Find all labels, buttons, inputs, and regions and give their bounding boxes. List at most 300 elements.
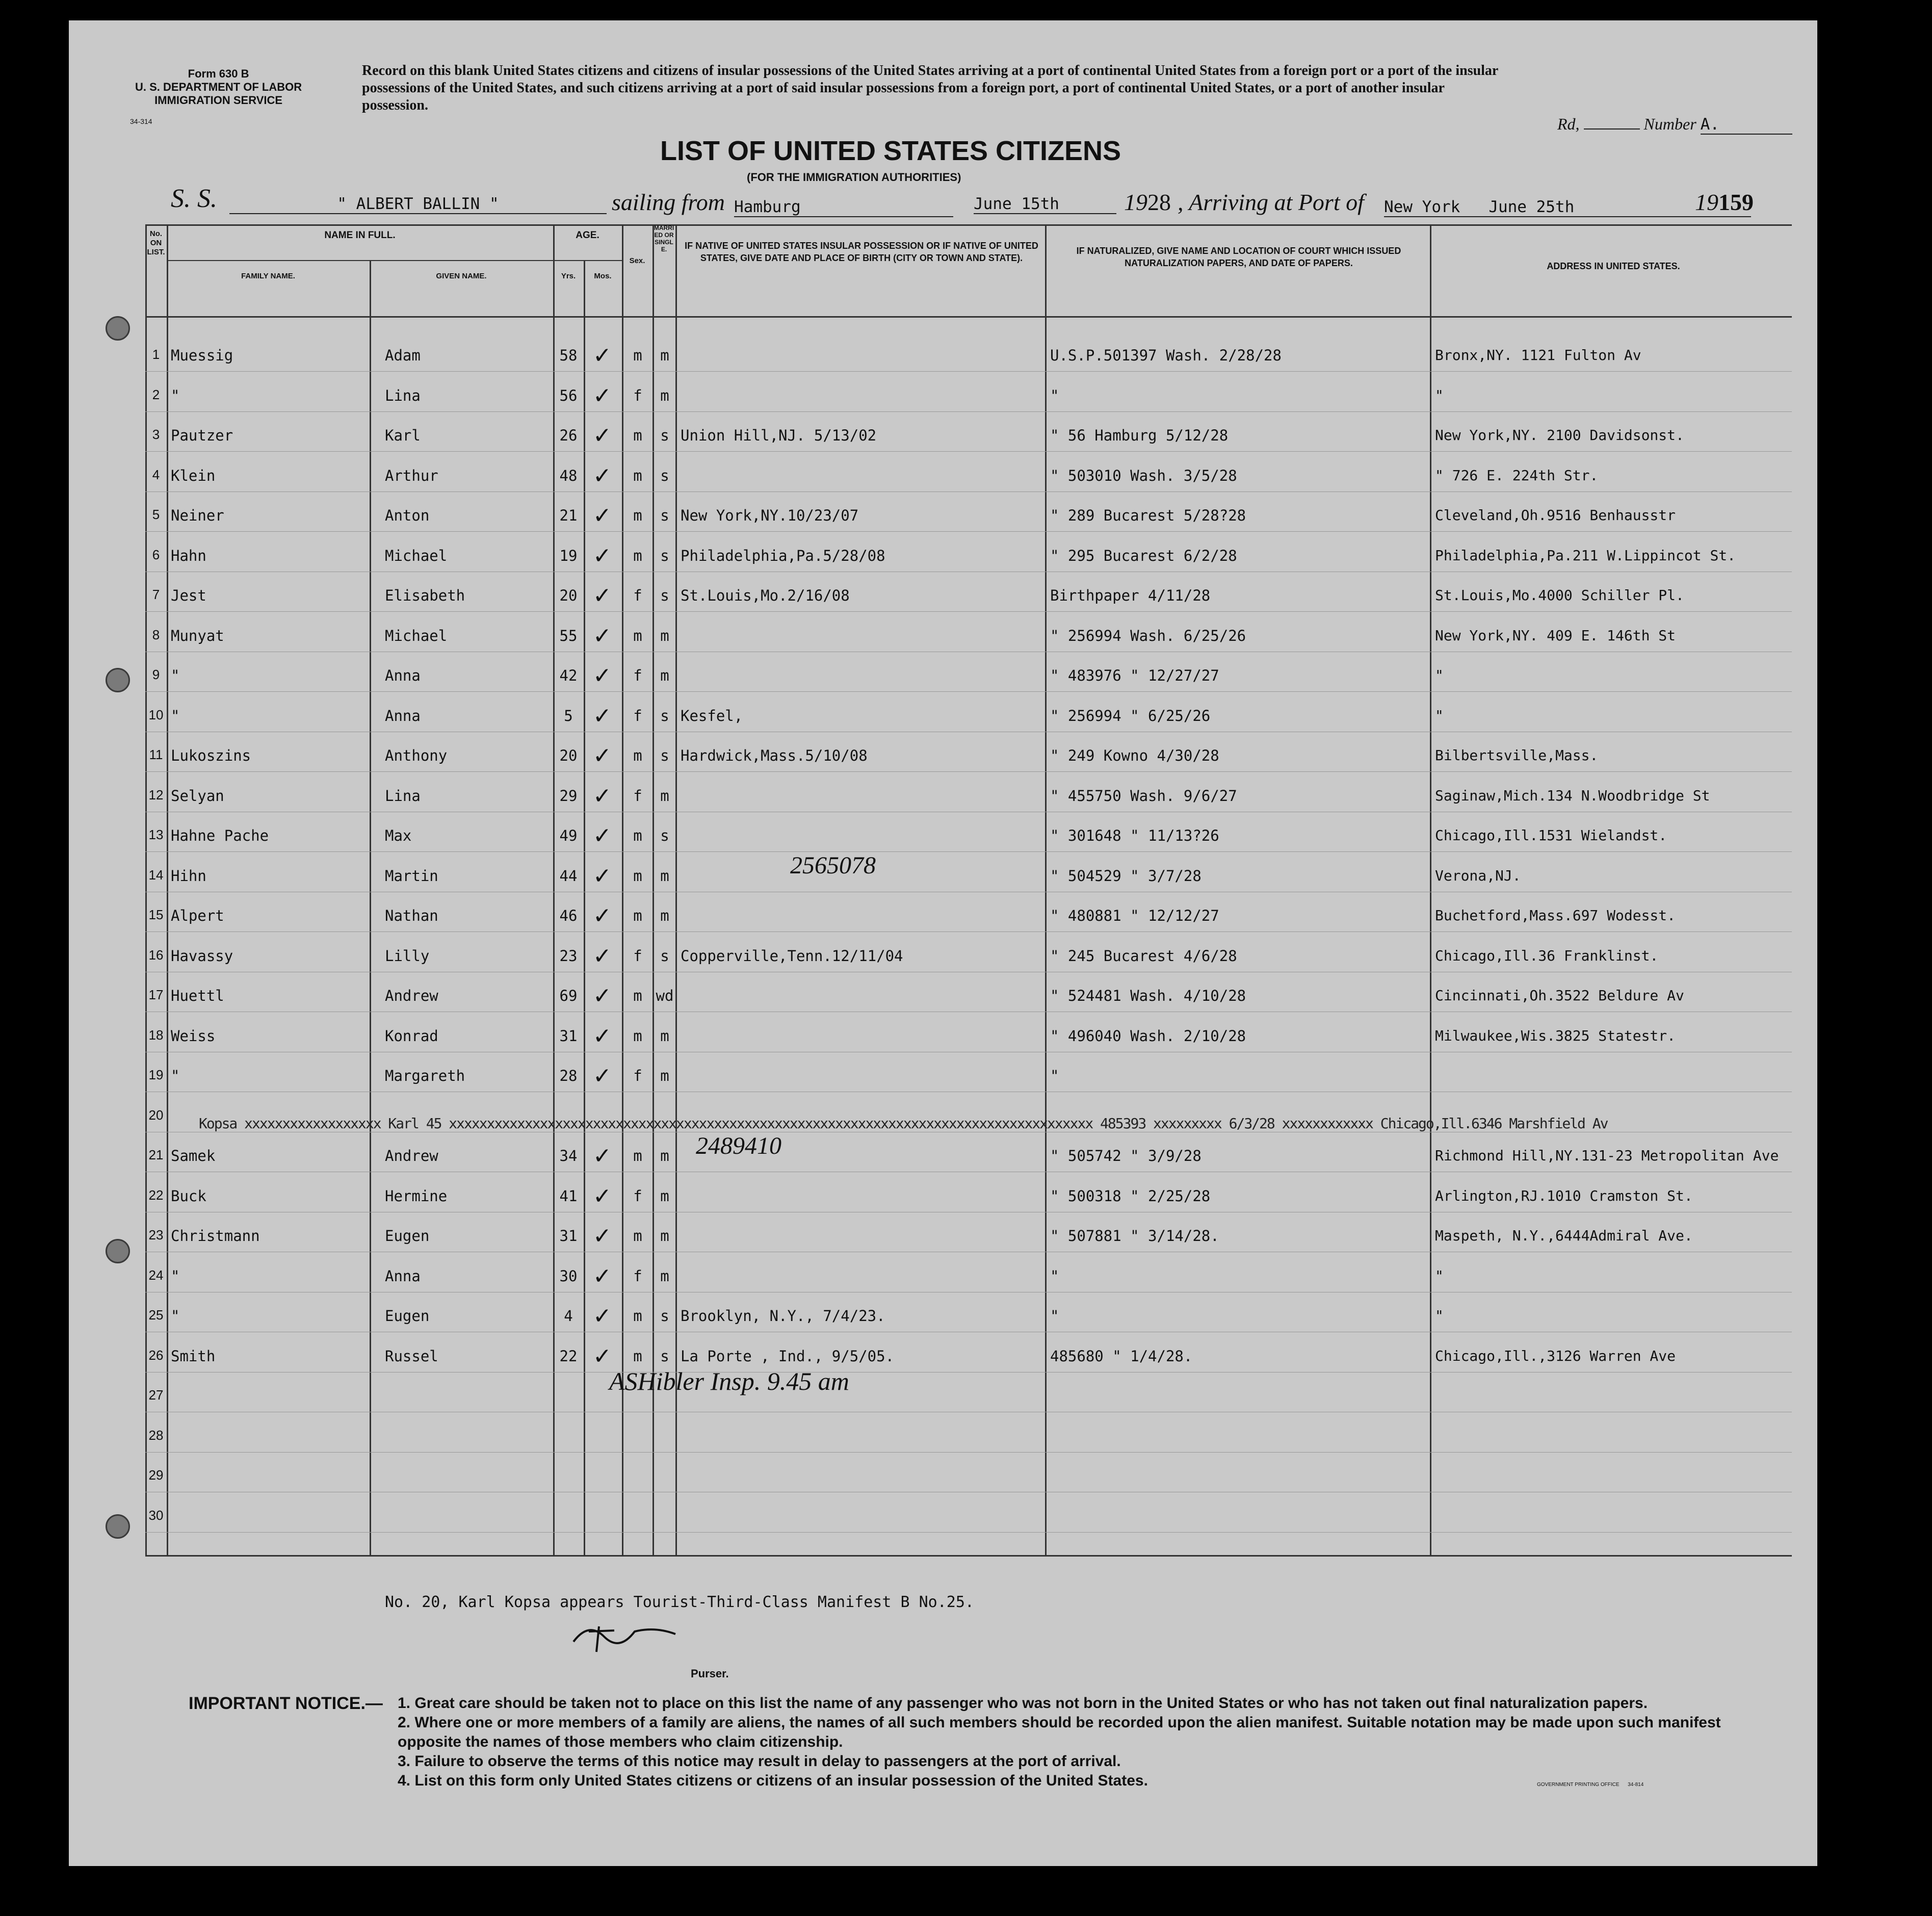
age-years: 55 xyxy=(559,627,578,644)
us-address: Saginaw,Mich.134 N.Woodbridge St xyxy=(1435,787,1710,804)
given-name: Arthur xyxy=(385,467,438,484)
us-address: New York,NY. 2100 Davidsonst. xyxy=(1435,427,1684,444)
sex: m xyxy=(633,1147,642,1164)
row-rule xyxy=(145,691,1792,692)
sex: f xyxy=(633,707,642,724)
us-address: St.Louis,Mo.4000 Schiller Pl. xyxy=(1435,587,1684,604)
col-divider xyxy=(1045,224,1047,1555)
age-years: 20 xyxy=(559,587,578,604)
punch-hole xyxy=(106,1514,130,1539)
family-name: Selyan xyxy=(171,787,224,805)
given-name: Elisabeth xyxy=(385,587,465,604)
given-name: Andrew xyxy=(385,1147,438,1164)
form-code: 34-314 xyxy=(130,117,152,125)
row-number: 1 xyxy=(152,347,160,362)
naturalization: " 256994 " 6/25/26 xyxy=(1050,707,1211,724)
form-identifier: Form 630 B U. S. DEPARTMENT OF LABOR IMMIGRATION SERVICE xyxy=(135,67,302,107)
row-number: 29 xyxy=(148,1467,164,1483)
us-address: " xyxy=(1435,387,1444,404)
age-years: 31 xyxy=(559,1027,578,1045)
sex: m xyxy=(633,427,642,444)
check-mark-icon: ✓ xyxy=(593,623,612,649)
marital-status: s xyxy=(660,1348,669,1365)
family-name: Hahn xyxy=(171,547,206,564)
marital-status: s xyxy=(660,507,669,524)
birth-place-date: Brooklyn, N.Y., 7/4/23. xyxy=(681,1307,885,1325)
family-name: Huettl xyxy=(171,987,224,1004)
age-years: 34 xyxy=(559,1147,578,1164)
age-subheader-rule xyxy=(553,260,622,261)
marital-status: m xyxy=(660,1187,669,1205)
row-number: 8 xyxy=(152,627,160,642)
family-name: Weiss xyxy=(171,1027,216,1045)
given-name: Anna xyxy=(385,667,421,684)
marital-status: m xyxy=(660,907,669,924)
marital-status: m xyxy=(660,1027,669,1045)
col-divider xyxy=(167,224,168,1555)
age-years: 69 xyxy=(559,987,578,1004)
col-divider xyxy=(675,224,677,1555)
check-mark-icon: ✓ xyxy=(593,943,612,969)
marital-status: m xyxy=(660,787,669,805)
check-mark-icon: ✓ xyxy=(593,1063,612,1089)
header-naturalized: IF NATURALIZED, GIVE NAME AND LOCATION OF COURT WHICH ISSUED NATURALIZATION PAPERS, AND DATE OF PAPERS. xyxy=(1076,246,1401,268)
naturalization: " 301648 " 11/13?26 xyxy=(1050,827,1219,844)
marital-status: m xyxy=(660,1267,669,1285)
row-number: 22 xyxy=(148,1187,164,1203)
us-address: Arlington,RJ.1010 Cramston St. xyxy=(1435,1187,1693,1204)
age-years: 28 xyxy=(559,1067,578,1084)
age-years: 4 xyxy=(564,1307,573,1325)
naturalization: " 249 Kowno 4/30/28 xyxy=(1050,747,1219,764)
sex: f xyxy=(633,1187,642,1205)
us-address: Chicago,Ill.,3126 Warren Ave xyxy=(1435,1348,1676,1364)
age-years: 26 xyxy=(559,427,578,444)
given-name: Hermine xyxy=(385,1187,448,1205)
row-rule xyxy=(145,1532,1792,1533)
given-name: Nathan xyxy=(385,907,438,924)
naturalization: 485680 " 1/4/28. xyxy=(1050,1348,1193,1365)
row-number: 23 xyxy=(148,1227,164,1242)
notice-item-3: 3. Failure to observe the terms of this notice may result in delay to passengers at the port of arrival. xyxy=(398,1753,1121,1770)
age-years: 23 xyxy=(559,947,578,965)
arriving-label: , Arriving at Port of xyxy=(1178,189,1364,215)
header-name-in-full: NAME IN FULL. xyxy=(324,230,396,241)
family-name: Havassy xyxy=(171,947,233,965)
marital-status: wd xyxy=(656,987,674,1004)
age-years: 46 xyxy=(559,907,578,924)
check-mark-icon: ✓ xyxy=(593,983,612,1009)
sex: m xyxy=(633,467,642,484)
sex: m xyxy=(633,1307,642,1325)
age-years: 31 xyxy=(559,1227,578,1245)
marital-status: m xyxy=(660,347,669,364)
naturalization: " 496040 Wash. 2/10/28 xyxy=(1050,1027,1246,1045)
row-rule xyxy=(145,1452,1792,1453)
us-address: " xyxy=(1435,667,1444,684)
row-number: 10 xyxy=(148,707,164,722)
us-address: Verona,NJ. xyxy=(1435,867,1521,884)
us-address: Bilbertsville,Mass. xyxy=(1435,747,1599,764)
age-years: 49 xyxy=(559,827,578,844)
sex: m xyxy=(633,987,642,1004)
manifest-sheet xyxy=(69,20,1817,1866)
family-name: Pautzer xyxy=(171,427,233,444)
family-name: " xyxy=(171,387,180,404)
given-name: Lina xyxy=(385,787,421,805)
birth-place-date: Union Hill,NJ. 5/13/02 xyxy=(681,427,877,444)
row-number: 24 xyxy=(148,1267,164,1283)
sailing-date: June 15th xyxy=(974,195,1116,214)
sex: f xyxy=(633,587,642,604)
given-name: Russel xyxy=(385,1348,438,1365)
row-number: 30 xyxy=(148,1508,164,1523)
header-sex: Sex. xyxy=(629,256,645,265)
row-rule xyxy=(145,491,1792,492)
row-number: 26 xyxy=(148,1348,164,1363)
naturalization: " 524481 Wash. 4/10/28 xyxy=(1050,987,1246,1004)
notice-item-4: 4. List on this form only United States citizens or citizens of an insular possession of the United States. xyxy=(398,1772,1148,1789)
check-mark-icon: ✓ xyxy=(593,463,612,489)
naturalization: " 503010 Wash. 3/5/28 xyxy=(1050,467,1237,484)
family-name: Munyat xyxy=(171,627,224,644)
birth-place-date: Hardwick,Mass.5/10/08 xyxy=(681,747,868,764)
sex: m xyxy=(633,507,642,524)
marital-status: s xyxy=(660,467,669,484)
given-name: Anton xyxy=(385,507,430,524)
col-divider xyxy=(584,260,585,1555)
row-number: 6 xyxy=(152,547,160,562)
age-years: 5 xyxy=(564,707,573,724)
birth-place-date: St.Louis,Mo.2/16/08 xyxy=(681,587,850,604)
row-number: 28 xyxy=(148,1428,164,1443)
check-mark-icon: ✓ xyxy=(593,1023,612,1049)
sex: m xyxy=(633,627,642,644)
given-name: Anthony xyxy=(385,747,448,764)
check-mark-icon: ✓ xyxy=(593,823,612,849)
punch-hole xyxy=(106,1239,130,1263)
sex: f xyxy=(633,667,642,684)
ss-label: S. S. xyxy=(171,184,217,213)
header-mos: Mos. xyxy=(594,272,612,280)
row-number: 2 xyxy=(152,387,160,402)
check-mark-icon: ✓ xyxy=(593,543,612,569)
name-subheader-rule xyxy=(167,260,553,261)
sex: f xyxy=(633,787,642,805)
us-address: Philadelphia,Pa.211 W.Lippincot St. xyxy=(1435,547,1736,564)
sex: m xyxy=(633,547,642,564)
row-number: 5 xyxy=(152,507,160,522)
marital-status: s xyxy=(660,1307,669,1325)
row-rule xyxy=(145,931,1792,932)
family-name: Smith xyxy=(171,1348,216,1365)
row-number: 9 xyxy=(152,667,160,682)
naturalization: " xyxy=(1050,1267,1059,1285)
sex: m xyxy=(633,907,642,924)
check-mark-icon: ✓ xyxy=(593,1343,612,1369)
naturalization: " 245 Bucarest 4/6/28 xyxy=(1050,947,1237,965)
table-header-border xyxy=(145,316,1792,318)
sex: m xyxy=(633,747,642,764)
check-mark-icon: ✓ xyxy=(593,903,612,929)
row-rule xyxy=(145,371,1792,372)
check-mark-icon: ✓ xyxy=(593,743,612,769)
sex: f xyxy=(633,1267,642,1285)
naturalization: " 505742 " 3/9/28 xyxy=(1050,1147,1202,1164)
header-married: MARRIED OR SINGLE. xyxy=(654,224,674,253)
given-name: Adam xyxy=(385,347,421,364)
marital-status: s xyxy=(660,947,669,965)
age-years: 22 xyxy=(559,1348,578,1365)
age-years: 58 xyxy=(559,347,578,364)
notice-label: IMPORTANT NOTICE.— xyxy=(189,1694,383,1713)
row-number: 11 xyxy=(149,747,163,762)
given-name: Andrew xyxy=(385,987,438,1004)
sex: m xyxy=(633,347,642,364)
family-name: Samek xyxy=(171,1147,216,1164)
marital-status: s xyxy=(660,587,669,604)
header-address: ADDRESS IN UNITED STATES. xyxy=(1547,261,1680,271)
arrival-year: 19159 xyxy=(1695,189,1754,215)
family-name: Lukoszins xyxy=(171,747,251,764)
row-number: 21 xyxy=(148,1147,164,1162)
punch-hole xyxy=(106,668,130,692)
naturalization: " 480881 " 12/12/27 xyxy=(1050,907,1219,924)
header-family-name: FAMILY NAME. xyxy=(241,272,295,280)
row-number: 13 xyxy=(148,827,164,842)
ship-name: " ALBERT BALLIN " xyxy=(229,195,607,214)
naturalization: " 256994 Wash. 6/25/26 xyxy=(1050,627,1246,644)
family-name: Hahne Pache xyxy=(171,827,269,844)
sailing-from-label: sailing from xyxy=(612,189,725,215)
us-address: " 726 E. 224th Str. xyxy=(1435,467,1599,484)
check-mark-icon: ✓ xyxy=(593,703,612,729)
page-title: LIST OF UNITED STATES CITIZENS xyxy=(660,136,1121,166)
table-bottom-border xyxy=(145,1555,1792,1557)
naturalization: Birthpaper 4/11/28 xyxy=(1050,587,1211,604)
age-years: 30 xyxy=(559,1267,578,1285)
age-years: 29 xyxy=(559,787,578,805)
naturalization: " xyxy=(1050,1307,1059,1325)
punch-hole xyxy=(106,316,130,341)
row-number: 27 xyxy=(148,1387,164,1403)
header-no: No. ON LIST. xyxy=(147,229,165,256)
marital-status: m xyxy=(660,1147,669,1164)
family-name: Alpert xyxy=(171,907,224,924)
sailing-year: 1928 xyxy=(1124,189,1171,215)
check-mark-icon: ✓ xyxy=(593,1223,612,1249)
record-instructions: Record on this blank United States citizens and citizens of insular possessions of the United States arriving at a port of continental United States from a foreign port or a port of the insular possessions of the United States, and such citizens arriving at a port of said insular possessions from a foreign port, a port of continental United States, or a port of another insular possession. xyxy=(362,63,1498,113)
naturalization: U.S.P.501397 Wash. 2/28/28 xyxy=(1050,347,1282,364)
given-name: Michael xyxy=(385,627,448,644)
marital-status: s xyxy=(660,427,669,444)
given-name: Martin xyxy=(385,867,438,885)
marital-status: m xyxy=(660,1227,669,1245)
age-years: 42 xyxy=(559,667,578,684)
marital-status: m xyxy=(660,627,669,644)
row-rule xyxy=(145,851,1792,852)
age-years: 41 xyxy=(559,1187,578,1205)
purser-label: Purser. xyxy=(691,1667,729,1680)
crossed-out-row-20: Kopsa xxxxxxxxxxxxxxxxxx Karl 45 xxxxxxxxxxxxxxxxxxxxxxxxxxxxxxxxxxxxxxxxxxxxxxxxxxxxxxxxxxxxxxxxxxxxxxxxxxxxxxxxxxxxx 485393 xxxxxxxxx 6/3/28 xxxxxxxxxxxx Chicago,Ill.6346 Marshfield Av xyxy=(199,1115,1608,1132)
family-name: " xyxy=(171,667,180,684)
naturalization: " 455750 Wash. 9/6/27 xyxy=(1050,787,1237,805)
us-address: Richmond Hill,NY.131-23 Metropolitan Ave xyxy=(1435,1147,1779,1164)
check-mark-icon: ✓ xyxy=(593,783,612,809)
from-port: Hamburg xyxy=(734,198,953,217)
family-name: " xyxy=(171,1067,180,1084)
birth-place-date: Kesfel, xyxy=(681,707,743,724)
header-age: AGE. xyxy=(576,230,599,241)
inspector-signature: ASHibler Insp. 9.45 am xyxy=(609,1367,849,1395)
sex: m xyxy=(633,1227,642,1245)
sex: f xyxy=(633,387,642,404)
us-address: " xyxy=(1435,1307,1444,1324)
row-rule xyxy=(145,451,1792,452)
age-years: 20 xyxy=(559,747,578,764)
row-number: 15 xyxy=(148,907,164,922)
us-address: Chicago,Ill.36 Franklinst. xyxy=(1435,947,1659,964)
col-divider xyxy=(370,260,371,1555)
row-number: 17 xyxy=(148,987,164,1002)
row-rule xyxy=(145,411,1792,412)
birth-place-date: Copperville,Tenn.12/11/04 xyxy=(681,947,903,965)
marital-status: m xyxy=(660,1067,669,1084)
header-native-birth: IF NATIVE OF UNITED STATES INSULAR POSSESSION OR IF NATIVE OF UNITED STATES, GIVE DATE AND PLACE OF BIRTH (CITY OR TOWN AND STATE). xyxy=(685,241,1038,263)
us-address: Milwaukee,Wis.3825 Statestr. xyxy=(1435,1027,1676,1044)
naturalization: " 500318 " 2/25/28 xyxy=(1050,1187,1211,1205)
sex: m xyxy=(633,827,642,844)
marital-status: m xyxy=(660,387,669,404)
check-mark-icon: ✓ xyxy=(593,503,612,529)
check-mark-icon: ✓ xyxy=(593,1303,612,1329)
age-years: 21 xyxy=(559,507,578,524)
age-years: 44 xyxy=(559,867,578,885)
given-name: Karl xyxy=(385,427,421,444)
header-given-name: GIVEN NAME. xyxy=(436,272,487,280)
arrival-port: New York June 25th xyxy=(1384,198,1751,217)
marital-status: m xyxy=(660,667,669,684)
naturalization: " 507881 " 3/14/28. xyxy=(1050,1227,1219,1245)
row-number: 14 xyxy=(148,867,164,883)
col-divider xyxy=(622,224,623,1555)
header-yrs: Yrs. xyxy=(561,272,576,280)
us-address: " xyxy=(1435,707,1444,724)
row-number: 3 xyxy=(152,427,160,442)
row-number: 12 xyxy=(148,787,164,802)
us-address: Maspeth, N.Y.,6444Admiral Ave. xyxy=(1435,1227,1693,1244)
naturalization: " 289 Bucarest 5/28?28 xyxy=(1050,507,1246,524)
marital-status: s xyxy=(660,547,669,564)
printer-mark: GOVERNMENT PRINTING OFFICE 34-814 xyxy=(1537,1782,1644,1788)
family-name: Muessig xyxy=(171,347,233,364)
us-address: Cleveland,Oh.9516 Benhausstr xyxy=(1435,507,1676,524)
given-name: Konrad xyxy=(385,1027,438,1045)
family-name: Neiner xyxy=(171,507,224,524)
family-name: Hihn xyxy=(171,867,206,885)
age-years: 56 xyxy=(559,387,578,404)
page-subtitle: (FOR THE IMMIGRATION AUTHORITIES) xyxy=(747,171,961,184)
purser-signature xyxy=(568,1616,681,1659)
check-mark-icon: ✓ xyxy=(593,583,612,609)
us-address: Cincinnati,Oh.3522 Beldure Av xyxy=(1435,987,1684,1004)
handwritten-number: 2565078 xyxy=(790,852,876,879)
check-mark-icon: ✓ xyxy=(593,1143,612,1169)
notice-item-2: 2. Where one or more members of a family are aliens, the names of all such members should be recorded upon the alien manifest. Suitable notation may be made upon such manifest opposite the names of those members who claim citizenship. xyxy=(398,1714,1721,1750)
check-mark-icon: ✓ xyxy=(593,663,612,689)
marital-status: m xyxy=(660,867,669,885)
family-name: " xyxy=(171,1267,180,1285)
given-name: Anna xyxy=(385,707,421,724)
us-address: New York,NY. 409 E. 146th St xyxy=(1435,627,1676,644)
given-name: Lilly xyxy=(385,947,430,965)
row-number: 16 xyxy=(148,947,164,963)
age-years: 48 xyxy=(559,467,578,484)
us-address: Buchetford,Mass.697 Wodesst. xyxy=(1435,907,1676,924)
family-name: " xyxy=(171,707,180,724)
check-mark-icon: ✓ xyxy=(593,423,612,449)
check-mark-icon: ✓ xyxy=(593,1263,612,1289)
family-name: Klein xyxy=(171,467,216,484)
marital-status: s xyxy=(660,827,669,844)
naturalization: " 56 Hamburg 5/12/28 xyxy=(1050,427,1229,444)
marital-status: s xyxy=(660,707,669,724)
us-address: " xyxy=(1435,1267,1444,1284)
check-mark-icon: ✓ xyxy=(593,343,612,369)
naturalization: " xyxy=(1050,1067,1059,1084)
family-name: Jest xyxy=(171,587,206,604)
check-mark-icon: ✓ xyxy=(593,863,612,889)
family-name: Christmann xyxy=(171,1227,260,1245)
naturalization: " 504529 " 3/7/28 xyxy=(1050,867,1202,885)
table-top-border xyxy=(145,224,1792,226)
check-mark-icon: ✓ xyxy=(593,383,612,409)
handwritten-number: 2489410 xyxy=(696,1132,781,1159)
row-rule xyxy=(145,611,1792,612)
row-rule xyxy=(145,771,1792,772)
sex: f xyxy=(633,1067,642,1084)
sex: m xyxy=(633,1027,642,1045)
notice-item-1: 1. Great care should be taken not to place on this list the name of any passenger who was not born in the United States or who has not taken out final naturalization papers. xyxy=(398,1695,1648,1712)
row-number: 20 xyxy=(148,1107,164,1123)
us-address: Bronx,NY. 1121 Fulton Av xyxy=(1435,347,1641,364)
given-name: Lina xyxy=(385,387,421,404)
sex: f xyxy=(633,947,642,965)
rd-number-field: Rd, Number A. xyxy=(1557,115,1792,135)
row-rule xyxy=(145,531,1792,532)
age-years: 19 xyxy=(559,547,578,564)
row-number: 19 xyxy=(148,1067,164,1082)
marital-status: s xyxy=(660,747,669,764)
footnote: No. 20, Karl Kopsa appears Tourist-Third-Class Manifest B No.25. xyxy=(385,1593,974,1611)
given-name: Max xyxy=(385,827,412,844)
birth-place-date: New York,NY.10/23/07 xyxy=(681,507,859,524)
given-name: Eugen xyxy=(385,1307,430,1325)
row-number: 4 xyxy=(152,467,160,482)
birth-place-date: La Porte , Ind., 9/5/05. xyxy=(681,1348,895,1365)
given-name: Michael xyxy=(385,547,448,564)
row-number: 18 xyxy=(148,1027,164,1043)
given-name: Eugen xyxy=(385,1227,430,1245)
row-number: 7 xyxy=(152,587,160,602)
naturalization: " 295 Bucarest 6/2/28 xyxy=(1050,547,1237,564)
sex: m xyxy=(633,867,642,885)
col-divider xyxy=(1430,224,1431,1555)
check-mark-icon: ✓ xyxy=(593,1183,612,1209)
naturalization: " xyxy=(1050,387,1059,404)
given-name: Anna xyxy=(385,1267,421,1285)
family-name: Buck xyxy=(171,1187,206,1205)
